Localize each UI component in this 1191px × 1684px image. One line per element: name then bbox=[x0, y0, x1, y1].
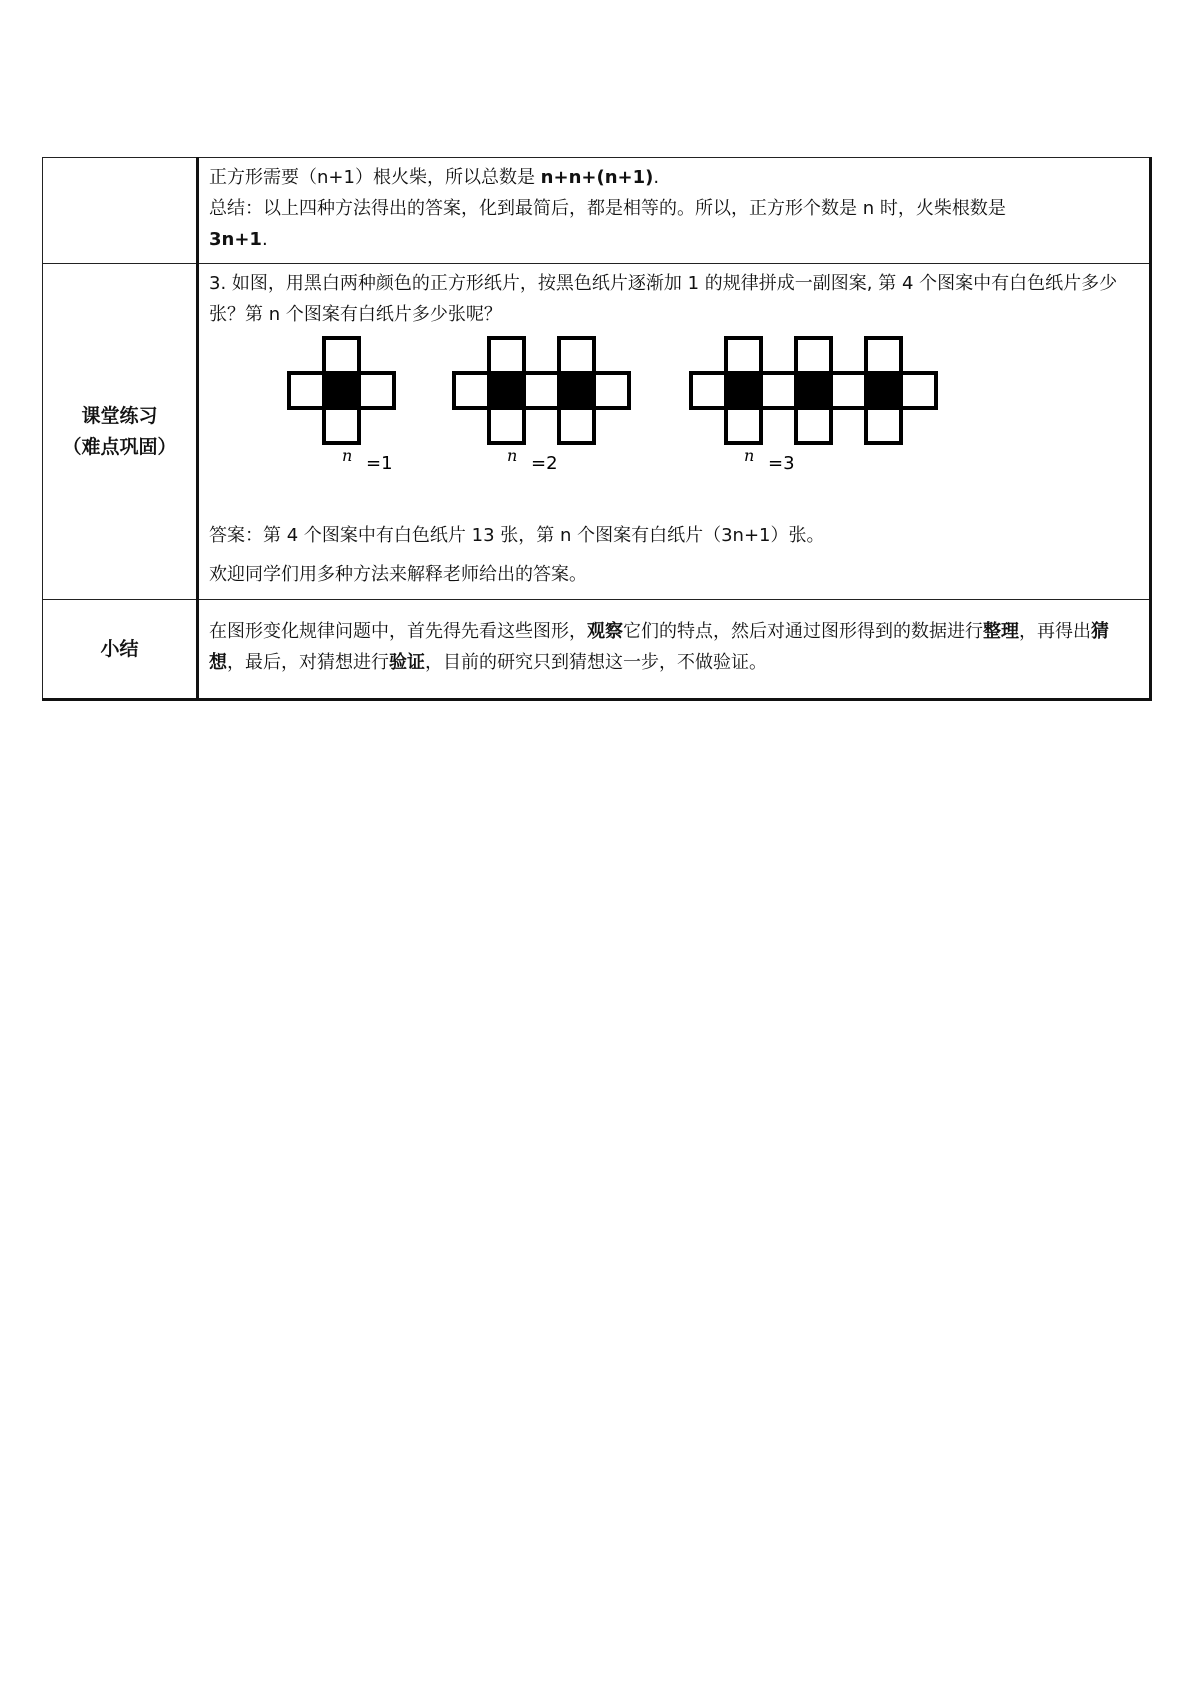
black-tile bbox=[726, 373, 761, 408]
summary-paragraph bbox=[199, 612, 1149, 686]
summary-segment: 在图形变化规律问题中，首先得先看这些图形， bbox=[209, 621, 587, 642]
keyword: 观察 bbox=[587, 621, 623, 642]
white-tile bbox=[796, 408, 831, 443]
white-tile bbox=[359, 373, 394, 408]
pattern-figure-svg bbox=[209, 330, 1159, 512]
white-tile bbox=[489, 408, 524, 443]
white-tile bbox=[489, 338, 524, 373]
row-summary bbox=[43, 600, 1151, 700]
answer-text: 答案：第 4 个图案中有白色纸片 13 张，第 n 个图案有白纸片（3n+1）张。 bbox=[209, 525, 825, 546]
row-content bbox=[198, 158, 1151, 264]
row-label-practice bbox=[43, 264, 198, 600]
n-value: =2 bbox=[531, 453, 558, 474]
row-content bbox=[198, 600, 1151, 700]
pattern-3 bbox=[691, 338, 936, 474]
pattern-2 bbox=[454, 338, 629, 474]
summary-result: 3n+1. bbox=[209, 229, 268, 250]
n-value: =1 bbox=[366, 453, 393, 474]
keyword: 验证 bbox=[389, 652, 425, 673]
white-tile bbox=[594, 373, 629, 408]
n-symbol: n bbox=[744, 446, 755, 465]
label-summary-title: 小结 bbox=[100, 637, 139, 660]
white-tile bbox=[726, 408, 761, 443]
lesson-table bbox=[42, 157, 1152, 701]
white-tile bbox=[796, 338, 831, 373]
summary-segment: ，再得出 bbox=[1019, 621, 1091, 642]
black-tile bbox=[796, 373, 831, 408]
keyword: 猜想 bbox=[209, 621, 1109, 673]
question-text: 3. 如图，用黑白两种颜色的正方形纸片，按黑色纸片逐渐加 1 的规律拼成一副图案, 第 4 个图案中有白色纸片多少张？第 n 个图案有白纸片多少张呢？ bbox=[209, 273, 1118, 325]
black-tile bbox=[489, 373, 524, 408]
n-symbol: n bbox=[507, 446, 518, 465]
white-tile bbox=[866, 338, 901, 373]
pattern-figures bbox=[209, 330, 1139, 512]
label-practice-sub: （难点巩固） bbox=[62, 435, 177, 458]
white-tile bbox=[289, 373, 324, 408]
summary-line: 总结：以上四种方法得出的答案，化到最简后，都是相等的。所以，正方形个数是 n 时，火柴根数是 bbox=[209, 198, 1006, 219]
white-tile bbox=[866, 408, 901, 443]
white-tile bbox=[726, 338, 761, 373]
white-tile bbox=[691, 373, 726, 408]
white-tile bbox=[761, 373, 796, 408]
summary-segment: 它们的特点，然后对通过图形得到的数据进行 bbox=[623, 621, 983, 642]
white-tile bbox=[324, 408, 359, 443]
n-symbol: n bbox=[342, 446, 353, 465]
white-tile bbox=[901, 373, 936, 408]
white-tile bbox=[559, 338, 594, 373]
label-practice-title: 课堂练习 bbox=[81, 404, 158, 427]
black-tile bbox=[324, 373, 359, 408]
summary-segment: ，最后，对猜想进行 bbox=[227, 652, 389, 673]
white-tile bbox=[524, 373, 559, 408]
row-label-summary bbox=[43, 600, 198, 700]
summary-segment: ，目前的研究只到猜想这一步，不做验证。 bbox=[425, 652, 767, 673]
n-value: =3 bbox=[768, 453, 795, 474]
row-practice bbox=[43, 264, 1151, 600]
black-tile bbox=[866, 373, 901, 408]
white-tile bbox=[559, 408, 594, 443]
row-content bbox=[198, 264, 1151, 600]
row-continuation bbox=[43, 158, 1151, 264]
text-line: 正方形需要（n+1）根火柴，所以总数是 n+n+(n+1). bbox=[209, 167, 660, 188]
white-tile bbox=[324, 338, 359, 373]
white-tile bbox=[831, 373, 866, 408]
row-label-empty bbox=[43, 158, 198, 264]
black-tile bbox=[559, 373, 594, 408]
keyword: 整理 bbox=[983, 621, 1019, 642]
white-tile bbox=[454, 373, 489, 408]
pattern-1 bbox=[289, 338, 394, 474]
note-text: 欢迎同学们用多种方法来解释老师给出的答案。 bbox=[209, 564, 587, 585]
